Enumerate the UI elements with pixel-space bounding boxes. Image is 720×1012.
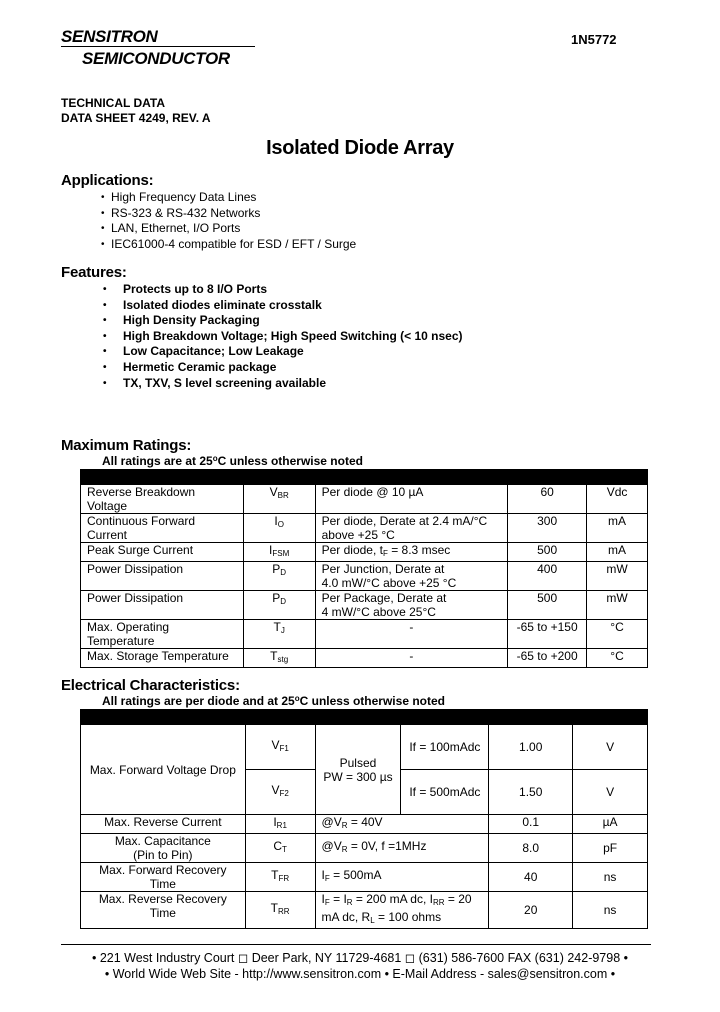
- brand-name-line2: SEMICONDUCTOR: [82, 49, 230, 68]
- list-item: • LAN, Ethernet, I/O Ports: [101, 221, 241, 236]
- data-sheet-label: DATA SHEET 4249, REV. A: [61, 111, 211, 125]
- max-ratings-table: [80, 469, 648, 668]
- table-row: Max. Forward Voltage Drop $V_{F1}$ Pulsed PW = 300 µs If = 100mAdc 1.00 V: [81, 725, 648, 770]
- table-row: Peak Surge Current $I_{FSM}$ Per diode, $t_F = 8.3$ msec 500 mA: [81, 543, 648, 562]
- table-row: Max. Forward Recovery Time $T_{FR}$ $I_F = 500mA$ 40 ns: [81, 863, 648, 892]
- part-number: 1N5772: [571, 32, 617, 47]
- electrical-table: [80, 709, 648, 929]
- table-row: Max. Operating Temperature $T_J$ - -65 to +150 °C: [81, 620, 648, 649]
- applications-heading: Applications:: [61, 172, 154, 189]
- table-row: Max. Reverse Recovery Time $T_{RR}$ $I_F = I_R = 200$ mA dc, $I_{RR} = 20$ mA dc, $R_L = 100$ ohms 20 ns: [81, 892, 648, 929]
- table-row: Power Dissipation $P_D$ Per Package, Derate at 4 mW/°C above 25°C 500 mW: [81, 591, 648, 620]
- bullet-icon: •: [101, 238, 105, 250]
- max-ratings-note: All ratings are at 25$^o$C unless otherwise noted: [102, 454, 363, 468]
- bullet-icon: •: [101, 207, 105, 219]
- table-row: Max. Capacitance (Pin to Pin) $C_T$ $@V_R = 0V$, f =1MHz 8.0 pF: [81, 834, 648, 863]
- list-item: • High Breakdown Voltage; High Speed Switching (< 10 nsec): [103, 328, 463, 343]
- bullet-icon: •: [103, 315, 107, 327]
- list-item: • IEC61000-4 compatible for ESD / EFT / Surge: [101, 236, 357, 251]
- bullet-icon: •: [103, 346, 107, 358]
- list-item: • High Frequency Data Lines: [101, 190, 257, 204]
- page-title: Isolated Diode Array: [266, 137, 454, 159]
- bullet-icon: •: [103, 330, 107, 342]
- table-header-bar: [81, 470, 648, 485]
- list-item: • Isolated diodes eliminate crosstalk: [103, 297, 322, 312]
- table-row: Reverse Breakdown Voltage $V_{BR}$ Per diode @ 10 µA 60 Vdc: [81, 485, 648, 514]
- document-info: [61, 96, 211, 126]
- bullet-icon: •: [103, 299, 107, 311]
- electrical-note: All ratings are per diode and at 25$^o$C unless otherwise noted: [102, 694, 445, 708]
- features-heading: Features:: [61, 264, 127, 281]
- bullet-icon: •: [103, 284, 107, 295]
- footer-divider: [61, 944, 651, 945]
- electrical-heading: Electrical Characteristics:: [61, 677, 240, 694]
- bullet-icon: •: [101, 223, 105, 235]
- list-item: • RS-323 & RS-432 Networks: [101, 205, 261, 220]
- brand-name-line1: SENSITRON: [61, 27, 158, 46]
- list-item: • Low Capacitance; Low Leakage: [103, 344, 304, 359]
- bullet-icon: •: [103, 361, 107, 373]
- list-item: • TX, TXV, S level screening available: [103, 375, 326, 390]
- bullet-icon: •: [101, 192, 105, 203]
- table-row: Continuous Forward Current $I_O$ Per diode, Derate at 2.4 mA/°C above +25 °C 300 mA: [81, 514, 648, 543]
- table-row: Max. Reverse Current $I_{R1}$ $@V_R = 40V$ 0.1 µA: [81, 815, 648, 834]
- brand-underline: [61, 46, 255, 47]
- table-row: $V_{F2}$ If = 500mAdc 1.50 V: [81, 770, 648, 815]
- table-header-bar: [81, 710, 648, 725]
- footer-address: • 221 West Industry Court ◻ Deer Park, NY 11729-4681 ◻ (631) 586-7600 FAX (631) 242-9798 •: [91, 951, 629, 965]
- applications-list: [101, 190, 356, 252]
- footer-contact: • World Wide Web Site - http://www.sensitron.com • E-Mail Address - sales@sensitron.com •: [104, 967, 616, 981]
- list-item: • High Density Packaging: [103, 313, 260, 328]
- list-item: • Hermetic Ceramic package: [103, 359, 277, 374]
- tech-data-label: TECHNICAL DATA: [61, 96, 165, 110]
- list-item: • Protects up to 8 I/O Ports: [103, 282, 268, 296]
- max-ratings-heading: Maximum Ratings:: [61, 437, 192, 454]
- table-row: Power Dissipation $P_D$ Per Junction, Derate at 4.0 mW/°C above +25 °C 400 mW: [81, 562, 648, 591]
- features-list: [101, 282, 463, 391]
- table-row: Max. Storage Temperature $T_{stg}$ - -65 to +200 °C: [81, 649, 648, 668]
- bullet-icon: •: [103, 377, 107, 389]
